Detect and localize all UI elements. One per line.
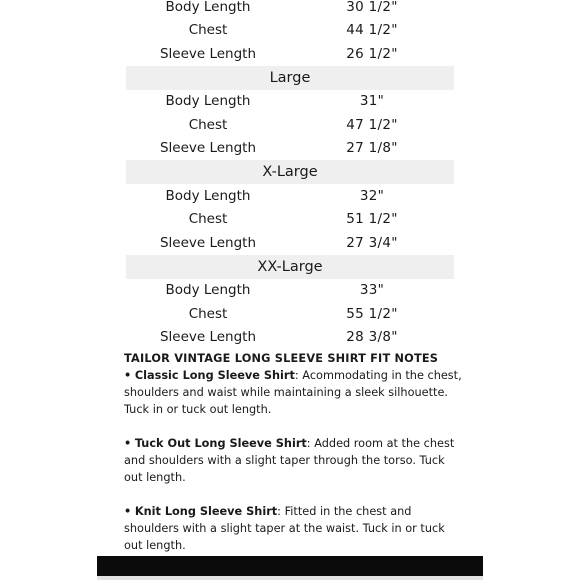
measurement-value: 47 1/2" [346, 116, 398, 133]
measurement-label: Chest [188, 116, 228, 133]
note-title: Classic Long Sleeve Shirt [134, 369, 295, 382]
note-bullet: • [124, 505, 132, 518]
measurement-label: Body Length [165, 0, 251, 15]
size-header-xx-large: XX-Large [126, 255, 454, 279]
note-text: : Acommodating in the chest, shoulders and waist while maintaining a sleek silhouette. Tuck in or tuck out length. [124, 369, 462, 416]
measurement-value: 30 1/2" [346, 0, 398, 15]
size-row [126, 302, 454, 326]
measurement-value: 33" [359, 282, 385, 299]
measurement-value: 27 1/8" [346, 140, 398, 157]
size-row [126, 208, 454, 232]
measurement-label: Sleeve Length [159, 140, 257, 157]
size-chart-table [126, 0, 454, 349]
size-row [126, 19, 454, 43]
size-row [126, 113, 454, 137]
measurement-value: 26 1/2" [346, 45, 398, 62]
measurement-value: 27 3/4" [346, 234, 398, 251]
measurement-value: 31" [359, 93, 385, 110]
size-group-large [126, 66, 454, 161]
size-group-xx-large [126, 255, 454, 350]
size-row [126, 326, 454, 350]
size-row [126, 231, 454, 255]
measurement-value: 55 1/2" [346, 305, 398, 322]
measurement-label: Chest [188, 305, 228, 322]
fit-note-tuck-out [124, 435, 464, 486]
size-group-x-large [126, 160, 454, 255]
size-row [126, 90, 454, 114]
size-row [126, 184, 454, 208]
size-row [126, 279, 454, 303]
size-group-medium [126, 0, 454, 66]
note-bullet: • [124, 369, 132, 382]
measurement-label: Sleeve Length [159, 329, 257, 346]
fit-notes-heading: TAILOR VINTAGE LONG SLEEVE SHIRT FIT NOTES [124, 352, 439, 365]
measurement-label: Sleeve Length [159, 234, 257, 251]
measurement-label: Chest [188, 211, 228, 228]
measurement-label: Body Length [165, 93, 251, 110]
measurement-value: 44 1/2" [346, 22, 398, 39]
note-title: Knit Long Sleeve Shirt [134, 505, 278, 518]
note-bullet: • [124, 437, 132, 450]
note-text: : Added room at the chest and shoulders with a slight taper through the torso. Tuck out length. [124, 437, 455, 484]
note-text: : Fitted in the chest and shoulders with a slight taper at the waist. Tuck in or tuck out length. [124, 505, 445, 552]
measurement-label: Body Length [165, 187, 251, 204]
footer-black-bar [97, 556, 483, 576]
fit-notes [124, 350, 464, 571]
measurement-value: 28 3/8" [346, 329, 398, 346]
measurement-label: Chest [188, 22, 228, 39]
footer-gray-bar [97, 576, 483, 580]
measurement-label: Sleeve Length [159, 45, 257, 62]
measurement-label: Body Length [165, 282, 251, 299]
size-row [126, 137, 454, 161]
size-header-x-large: X-Large [126, 160, 454, 184]
size-row [126, 42, 454, 66]
note-title: Tuck Out Long Sleeve Shirt [134, 437, 307, 450]
fit-note-classic [124, 367, 464, 418]
size-header-large: Large [126, 66, 454, 90]
measurement-value: 51 1/2" [346, 211, 398, 228]
measurement-value: 32" [359, 187, 385, 204]
fit-note-knit [124, 503, 464, 554]
size-row [126, 0, 454, 19]
